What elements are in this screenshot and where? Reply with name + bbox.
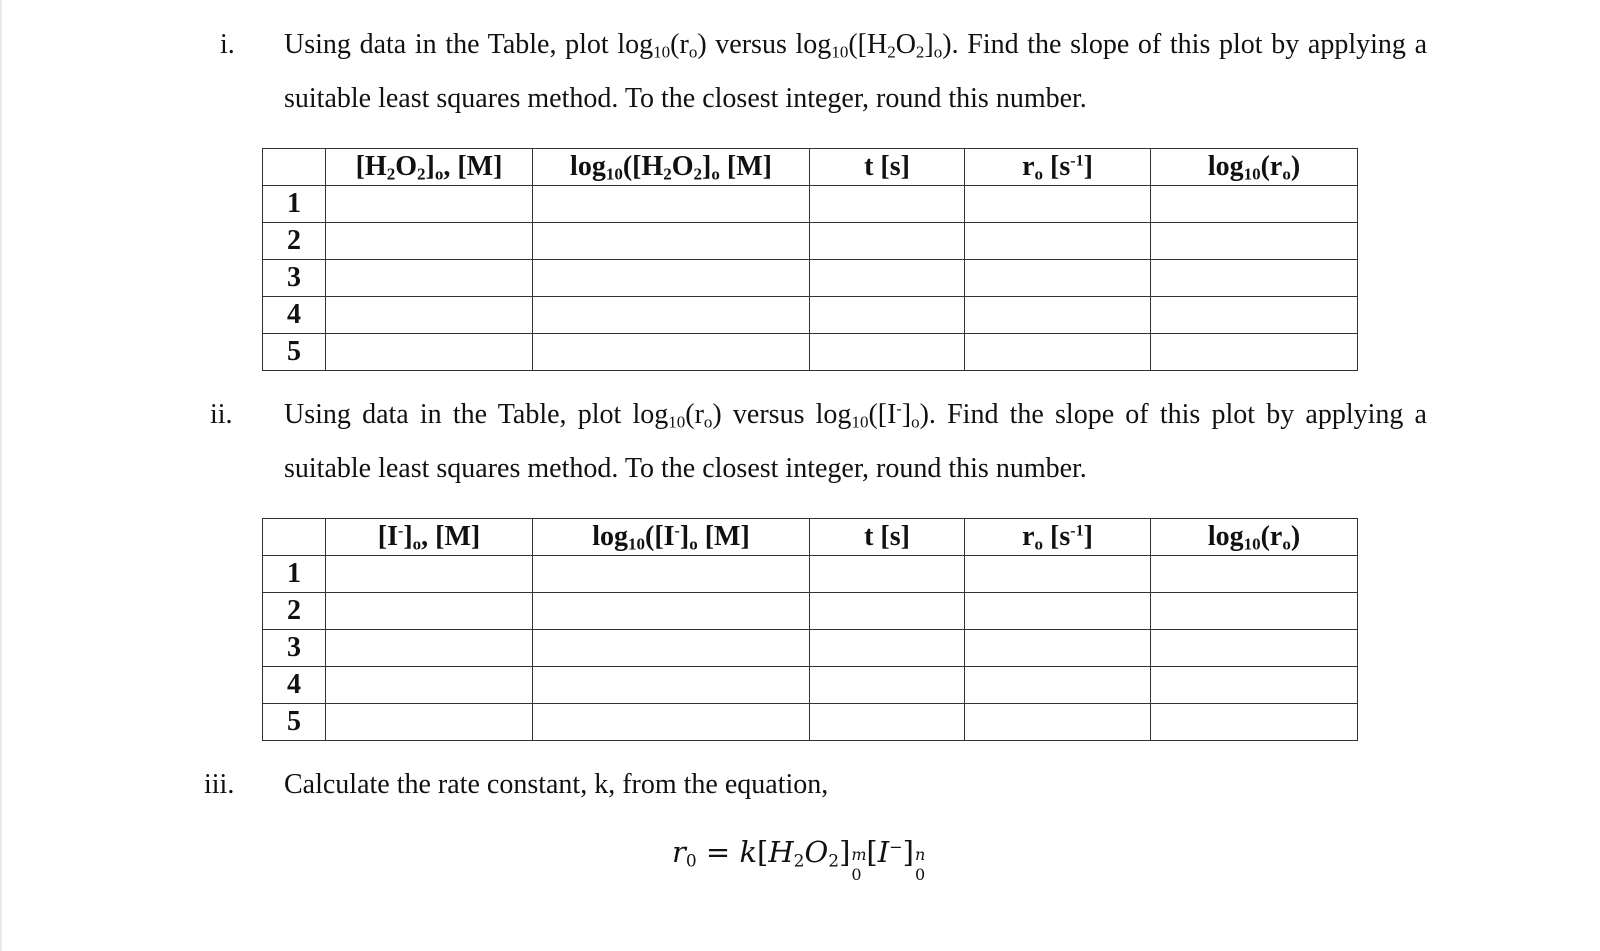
header-corner	[263, 519, 326, 556]
table-header-row	[263, 519, 1358, 556]
table-cell[interactable]	[965, 186, 1151, 223]
table-cell[interactable]	[1151, 593, 1358, 630]
table-cell[interactable]	[533, 630, 810, 667]
table-cell[interactable]	[533, 223, 810, 260]
table-cell[interactable]	[533, 334, 810, 371]
table-cell[interactable]	[326, 334, 533, 371]
header-rate: $r_o$ $[s^{-1}]$	[965, 149, 1151, 186]
rate-equation: $r_0 = k[H_2O_2]$ m 0 [I−] n 0	[672, 835, 926, 884]
table-row	[263, 630, 1358, 667]
table-row	[263, 186, 1358, 223]
item-text-ii: Using data in the Table, plot $\log_{10}(r_o)$ versus $\log_{10}([I^-]_o)$. Find the slope of this plot by applying a suitable least squares method. To the closest integer, round this number.	[284, 399, 1427, 484]
table-cell[interactable]	[810, 334, 965, 371]
item-number-iii: iii.	[204, 769, 235, 800]
row-index: 1	[263, 556, 326, 593]
table-cell[interactable]	[326, 223, 533, 260]
table-header-row	[263, 149, 1358, 186]
table-cell[interactable]	[965, 297, 1151, 334]
table-cell[interactable]	[326, 260, 533, 297]
table-cell[interactable]	[533, 593, 810, 630]
table-cell[interactable]	[965, 667, 1151, 704]
table-cell[interactable]	[1151, 260, 1358, 297]
table-row	[263, 297, 1358, 334]
item-text-iii: Calculate the rate constant, k, from the equation,	[284, 769, 829, 800]
table-row	[263, 334, 1358, 371]
table-cell[interactable]	[810, 630, 965, 667]
table-cell[interactable]	[965, 334, 1151, 371]
header-iodide-conc: $[I^-]_o$, [M]	[326, 519, 533, 556]
table-row	[263, 667, 1358, 704]
table-cell[interactable]	[533, 297, 810, 334]
row-index: 2	[263, 593, 326, 630]
table-row	[263, 593, 1358, 630]
table-cell[interactable]	[1151, 704, 1358, 741]
row-index: 3	[263, 630, 326, 667]
table-cell[interactable]	[1151, 556, 1358, 593]
table-cell[interactable]	[965, 630, 1151, 667]
page-edge	[0, 0, 2, 951]
table-cell[interactable]	[1151, 667, 1358, 704]
item-number-ii: ii.	[210, 399, 233, 430]
table-cell[interactable]	[1151, 334, 1358, 371]
row-index: 5	[263, 334, 326, 371]
table-cell[interactable]	[810, 556, 965, 593]
table-cell[interactable]	[326, 297, 533, 334]
table-cell[interactable]	[326, 704, 533, 741]
item-text-i: Using data in the Table, plot $\log_{10}(r_o)$ versus $\log_{10}([H_2O_2]_o)$. Find the slope of this plot by applying a suitable least squares method. To the closest integer, round this number.	[284, 29, 1428, 114]
row-index: 1	[263, 186, 326, 223]
table-cell[interactable]	[1151, 297, 1358, 334]
header-log-h2o2-conc: $\log_{10}([H_2O_2]_o$ [M]	[533, 149, 810, 186]
header-time: t [s]	[810, 149, 965, 186]
table-cell[interactable]	[810, 667, 965, 704]
table-row	[263, 260, 1358, 297]
table-cell[interactable]	[326, 630, 533, 667]
item-number-i: i.	[220, 29, 235, 60]
table-cell[interactable]	[326, 593, 533, 630]
header-h2o2-conc: $[H_2O_2]_o$, [M]	[326, 149, 533, 186]
header-corner	[263, 149, 326, 186]
row-index: 4	[263, 297, 326, 334]
table-cell[interactable]	[533, 260, 810, 297]
header-log-iodide-conc: $\log_{10}([I^-]_o$ [M]	[533, 519, 810, 556]
row-index: 4	[263, 667, 326, 704]
table-cell[interactable]	[1151, 223, 1358, 260]
row-index: 5	[263, 704, 326, 741]
table-cell[interactable]	[326, 556, 533, 593]
table-cell[interactable]	[810, 260, 965, 297]
table-row	[263, 223, 1358, 260]
table-cell[interactable]	[326, 667, 533, 704]
table-cell[interactable]	[965, 260, 1151, 297]
table-cell[interactable]	[810, 704, 965, 741]
table-cell[interactable]	[810, 593, 965, 630]
data-table-h2o2	[262, 148, 1358, 371]
table-row	[263, 704, 1358, 741]
table-cell[interactable]	[533, 667, 810, 704]
table-cell[interactable]	[965, 704, 1151, 741]
header-log-rate: $\log_{10}(r_o)$	[1151, 149, 1358, 186]
table-cell[interactable]	[965, 556, 1151, 593]
table-cell[interactable]	[810, 223, 965, 260]
table-cell[interactable]	[1151, 630, 1358, 667]
table-row	[263, 556, 1358, 593]
table-cell[interactable]	[533, 556, 810, 593]
table-cell[interactable]	[965, 223, 1151, 260]
header-log-rate: $\log_{10}(r_o)$	[1151, 519, 1358, 556]
row-index: 2	[263, 223, 326, 260]
data-table-iodide	[262, 518, 1358, 741]
table-cell[interactable]	[965, 593, 1151, 630]
table-cell[interactable]	[1151, 186, 1358, 223]
table-cell[interactable]	[533, 704, 810, 741]
header-rate: $r_o$ $[s^{-1}]$	[965, 519, 1151, 556]
table-cell[interactable]	[810, 297, 965, 334]
table-cell[interactable]	[810, 186, 965, 223]
table-cell[interactable]	[533, 186, 810, 223]
table-cell[interactable]	[326, 186, 533, 223]
row-index: 3	[263, 260, 326, 297]
header-time: t [s]	[810, 519, 965, 556]
